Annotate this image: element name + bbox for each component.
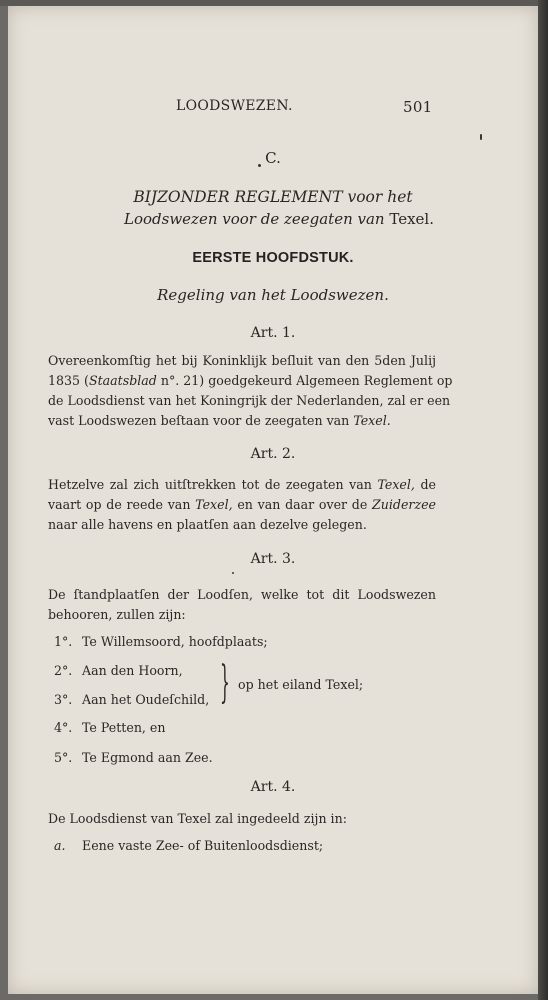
text-line <box>48 605 436 625</box>
text-run: Hetzelve zal zich uitſtrekken tot de zeegaten van <box>48 477 378 492</box>
article-2-text <box>48 475 436 535</box>
regulation-title-main: BIJZONDER REGLEMENT <box>133 188 343 206</box>
text-run: Overeenkomſtig het bij Koninklijk beſluit van den 5den Julij <box>48 353 436 368</box>
paper-speck <box>232 572 234 574</box>
article-4-text <box>48 809 436 829</box>
brace-annotation: op het eiland Texel; <box>238 677 364 692</box>
text-line <box>48 475 436 495</box>
list-item <box>54 634 268 649</box>
text-run: De ſtandplaatſen der Loodſen, welke tot dit Loodswezen <box>48 587 436 602</box>
text-line <box>48 585 436 605</box>
list-item-number: 4°. <box>54 720 73 735</box>
article-2-heading: Art. 2. <box>250 446 296 462</box>
text-line <box>48 391 451 411</box>
text-run-italic: Staatsblad <box>88 373 157 388</box>
chapter-heading: EERSTE HOOFDSTUK. <box>192 250 354 266</box>
list-item-number: 5°. <box>54 750 73 765</box>
regulation-title-line-2 <box>14 210 544 228</box>
list-item-text: Te Willemsoord, hoofdplaats; <box>82 634 268 649</box>
text-run: De Loodsdienst van Texel zal ingedeeld zijn in: <box>48 811 347 826</box>
text-run: naar alle havens en plaatſen aan dezelve gelegen. <box>48 517 367 532</box>
article-3-heading: Art. 3. <box>250 551 296 567</box>
list-item <box>54 692 209 707</box>
subchapter-heading: Regeling van het Loodswezen. <box>157 286 389 304</box>
regulation-title-subject: Loodswezen voor de zeegaten van <box>124 210 385 228</box>
text-line <box>48 809 436 829</box>
text-run: en van daar over de <box>232 497 373 512</box>
book-page <box>8 6 538 994</box>
article-4-heading: Art. 4. <box>250 779 296 795</box>
text-run-italic: Texel. <box>353 413 391 428</box>
article-1-text <box>48 351 453 431</box>
text-run: vaart op de reede van <box>48 497 196 512</box>
page-number: 501 <box>403 98 433 116</box>
text-run-italic: Texel, <box>377 477 415 492</box>
running-head: LOODSWEZEN. <box>176 98 293 114</box>
text-run: n°. 21) goedgekeurd Algemeen Reglement op <box>156 373 453 388</box>
scan-right-edge <box>538 0 548 1000</box>
text-run: de <box>414 477 436 492</box>
list-item <box>54 750 213 765</box>
list-item-text: Aan den Hoorn, <box>82 663 183 678</box>
list-item <box>54 838 323 853</box>
list-item-text: Te Petten, en <box>82 720 166 735</box>
list-item-number: 1°. <box>54 634 73 649</box>
regulation-title-place: Texel. <box>389 210 434 228</box>
article-1-heading: Art. 1. <box>250 325 296 341</box>
list-item-number: 2°. <box>54 663 73 678</box>
list-item-text: Eene vaste Zee- of Buitenloodsdienst; <box>82 838 324 853</box>
paper-speck <box>480 134 482 140</box>
list-item-letter: a. <box>54 838 66 853</box>
text-run: vast Loodswezen beſtaan voor de zeegaten van <box>48 413 354 428</box>
list-item-text: Aan het Oudeſchild, <box>82 692 210 707</box>
list-item <box>54 663 183 678</box>
regulation-title-line-1 <box>8 188 538 206</box>
text-run: 1835 ( <box>48 373 89 388</box>
text-line <box>48 371 453 391</box>
text-line <box>48 411 436 431</box>
text-run-italic: Texel, <box>195 497 233 512</box>
text-line <box>48 351 436 371</box>
list-item-number: 3°. <box>54 692 73 707</box>
text-line <box>48 495 436 515</box>
text-run: behooren, zullen zijn: <box>48 607 186 622</box>
text-line <box>48 515 436 535</box>
text-run: de Loodsdienst van het Koningrijk der Nederlanden, zal er een <box>48 393 451 408</box>
list-item-text: Te Egmond aan Zee. <box>82 750 213 765</box>
regulation-title-tail: voor het <box>347 188 413 206</box>
paper-speck <box>258 164 261 167</box>
list-item <box>54 720 166 735</box>
article-3-text <box>48 585 436 625</box>
text-run-italic: Zuiderzee <box>372 497 436 512</box>
page-header <box>8 98 538 118</box>
curly-brace-icon: } <box>220 657 230 708</box>
section-letter: C. <box>265 149 281 167</box>
